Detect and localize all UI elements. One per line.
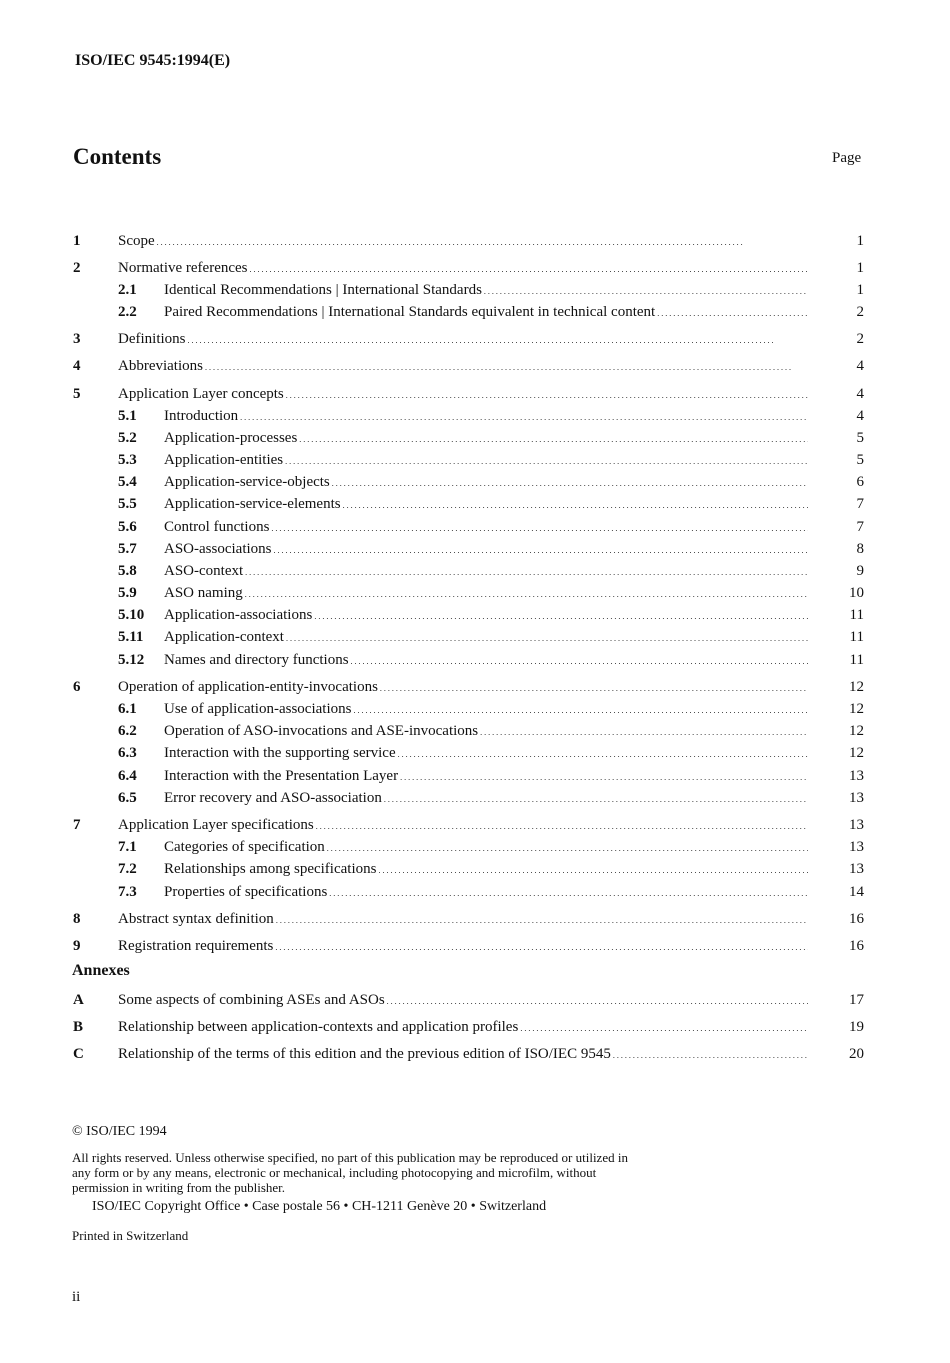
toc-entry-title: Some aspects of combining ASEs and ASOs . . . bbox=[118, 990, 808, 1012]
toc-entry-page: 17 bbox=[849, 992, 864, 1008]
toc-entry bbox=[0, 280, 950, 300]
toc-entry-page: 7 bbox=[856, 519, 864, 535]
toc-entry bbox=[0, 650, 950, 670]
contents-title: Contents bbox=[73, 144, 162, 169]
toc-entry-title: ASO naming . . . bbox=[164, 583, 808, 605]
toc-entry-page: 12 bbox=[849, 723, 864, 739]
toc-entry-number: 6.1 bbox=[118, 701, 137, 717]
toc-entry-page: 11 bbox=[849, 629, 864, 645]
toc-entry-number: 2.1 bbox=[118, 282, 137, 298]
toc-entry-page: 13 bbox=[849, 861, 864, 877]
toc-entry bbox=[0, 936, 950, 956]
toc-entry-number: C bbox=[73, 1046, 84, 1062]
toc-entry-page: 16 bbox=[849, 938, 864, 954]
toc-entry-title: Operation of ASO-invocations and ASE-invocations . . . bbox=[164, 721, 808, 743]
toc-entry-title: Identical Recommendations | International Standards . . . bbox=[164, 280, 808, 302]
toc-entry bbox=[0, 788, 950, 808]
toc-entry-title: Definitions . . . bbox=[118, 329, 808, 351]
toc-entry-title: Application-context . . . bbox=[164, 627, 808, 649]
toc-entry bbox=[0, 721, 950, 741]
toc-entry-page: 13 bbox=[849, 790, 864, 806]
page-column-label: Page bbox=[832, 150, 862, 166]
toc-entry bbox=[0, 428, 950, 448]
toc-entry-title: Use of application-associations . . . bbox=[164, 699, 808, 721]
toc-entry-title: Paired Recommendations | International Standards equivalent in technical content . . . bbox=[164, 302, 808, 324]
toc-entry-number: 7.1 bbox=[118, 839, 137, 855]
toc-entry-title: Properties of specifications . . . bbox=[164, 882, 808, 904]
toc-entry-page: 4 bbox=[856, 358, 864, 374]
page-folio: ii bbox=[72, 1289, 81, 1305]
toc-entry-number: 5.5 bbox=[118, 496, 137, 512]
toc-entry bbox=[0, 406, 950, 426]
toc-entry-number: 6.4 bbox=[118, 768, 137, 784]
toc-entry-title: Application-processes . . . bbox=[164, 428, 808, 450]
toc-entry-page: 12 bbox=[849, 701, 864, 717]
toc-entry-number: 6.2 bbox=[118, 723, 137, 739]
toc-entry bbox=[0, 837, 950, 857]
toc-entry-title: Operation of application-entity-invocations . . . bbox=[118, 677, 808, 699]
toc-entry-number: 5.4 bbox=[118, 474, 137, 490]
toc-entry-title: Application-entities . . . bbox=[164, 450, 808, 472]
toc-entry-page: 11 bbox=[849, 652, 864, 668]
toc-entry-page: 16 bbox=[849, 911, 864, 927]
toc-entry-title: Introduction . . . bbox=[164, 406, 808, 428]
toc-entry-title: ASO-associations . . . bbox=[164, 539, 808, 561]
toc-entry-page: 1 bbox=[856, 233, 864, 249]
toc-entry-number: 6.3 bbox=[118, 745, 137, 761]
toc-entry-number: 5.7 bbox=[118, 541, 137, 557]
toc-entry-title: Relationships among specifications . . . bbox=[164, 859, 808, 881]
toc-entry-title: Registration requirements . . . bbox=[118, 936, 808, 958]
toc-entry bbox=[0, 743, 950, 763]
toc-entry-page: 1 bbox=[856, 282, 864, 298]
toc-entry-number: 5.6 bbox=[118, 519, 137, 535]
toc-entry-number: 1 bbox=[73, 233, 81, 249]
toc-entry-page: 9 bbox=[856, 563, 864, 579]
toc-entry bbox=[0, 384, 950, 404]
toc-entry bbox=[0, 815, 950, 835]
toc-entry-page: 2 bbox=[856, 304, 864, 320]
toc-entry-number: B bbox=[73, 1019, 84, 1035]
toc-entry bbox=[0, 1017, 950, 1037]
toc-entry bbox=[0, 539, 950, 559]
toc-entry bbox=[0, 356, 950, 376]
toc-entry-title: Relationship between application-contexts and application profiles . . . bbox=[118, 1017, 808, 1039]
toc-entry bbox=[0, 627, 950, 647]
toc-entry-page: 6 bbox=[856, 474, 864, 490]
toc-entry-title: ASO-context . . . bbox=[164, 561, 808, 583]
toc-entry-page: 5 bbox=[856, 430, 864, 446]
toc-entry bbox=[0, 859, 950, 879]
toc-entry bbox=[0, 494, 950, 514]
toc-entry-number: 7.2 bbox=[118, 861, 137, 877]
toc-entry-number: 5.8 bbox=[118, 563, 137, 579]
toc-entry-title: Error recovery and ASO-association . . . bbox=[164, 788, 808, 810]
toc-entry bbox=[0, 302, 950, 322]
toc-entry bbox=[0, 231, 950, 251]
toc-entry-title: Categories of specification . . . bbox=[164, 837, 808, 859]
toc-entry-number: 5.10 bbox=[118, 607, 145, 623]
toc-entry-number: 5.1 bbox=[118, 408, 137, 424]
toc-entry-number: 5.2 bbox=[118, 430, 137, 446]
toc-entry-title: Application-associations . . . bbox=[164, 605, 808, 627]
toc-entry-page: 4 bbox=[856, 386, 864, 402]
toc-entry-title: Application Layer specifications . . . bbox=[118, 815, 808, 837]
toc-entry-page: 12 bbox=[849, 745, 864, 761]
toc-entry-title: Interaction with the Presentation Layer . . . bbox=[164, 766, 808, 788]
toc-entry-title: Normative references . . . bbox=[118, 258, 808, 280]
toc-entry bbox=[0, 882, 950, 902]
toc-entry-page: 14 bbox=[849, 884, 864, 900]
toc-entry bbox=[0, 909, 950, 929]
toc-entry-title: Names and directory functions . . . bbox=[164, 650, 808, 672]
toc-entry bbox=[0, 583, 950, 603]
document-id: ISO/IEC 9545:1994(E) bbox=[75, 52, 231, 69]
toc-entry-page: 13 bbox=[849, 817, 864, 833]
toc-entry bbox=[0, 561, 950, 581]
toc-entry bbox=[0, 677, 950, 697]
toc-entry bbox=[0, 605, 950, 625]
toc-entry-page: 5 bbox=[856, 452, 864, 468]
toc-entry-number: 8 bbox=[73, 911, 81, 927]
toc-entry-title: Scope . . . bbox=[118, 231, 808, 253]
toc-entry-number: 5.9 bbox=[118, 585, 137, 601]
toc-entry-number: 5.11 bbox=[118, 629, 144, 645]
toc-entry-number: 7.3 bbox=[118, 884, 137, 900]
toc-entry-number: 4 bbox=[73, 358, 81, 374]
toc-entry-number: 9 bbox=[73, 938, 81, 954]
toc-entry-title: Application Layer concepts . . . bbox=[118, 384, 808, 406]
toc-entry-number: 2.2 bbox=[118, 304, 137, 320]
toc-entry bbox=[0, 329, 950, 349]
toc-entry-number: 5.3 bbox=[118, 452, 137, 468]
toc-entry-number: A bbox=[73, 992, 84, 1008]
copyright-notice: © ISO/IEC 1994 bbox=[72, 1124, 167, 1139]
annexes-heading: Annexes bbox=[72, 962, 130, 979]
toc-entry-title: Abstract syntax definition . . . bbox=[118, 909, 808, 931]
toc-entry-page: 8 bbox=[856, 541, 864, 557]
toc-entry-number: 6 bbox=[73, 679, 81, 695]
toc-entry bbox=[0, 472, 950, 492]
toc-entry-title: Application-service-objects . . . bbox=[164, 472, 808, 494]
toc-entry-page: 13 bbox=[849, 768, 864, 784]
toc-entry-page: 12 bbox=[849, 679, 864, 695]
toc-entry-page: 1 bbox=[856, 260, 864, 276]
toc-entry-title: Relationship of the terms of this edition and the previous edition of ISO/IEC 9545 . . . bbox=[118, 1044, 808, 1066]
toc-entry-title: Abbreviations . . . bbox=[118, 356, 808, 378]
toc-entry-title: Control functions . . . bbox=[164, 517, 808, 539]
toc-entry-number: 2 bbox=[73, 260, 81, 276]
toc-entry-number: 3 bbox=[73, 331, 81, 347]
toc-entry bbox=[0, 990, 950, 1010]
toc-entry-page: 11 bbox=[849, 607, 864, 623]
toc-entry-number: 7 bbox=[73, 817, 81, 833]
toc-entry-page: 13 bbox=[849, 839, 864, 855]
toc-entry-page: 7 bbox=[856, 496, 864, 512]
toc-entry bbox=[0, 699, 950, 719]
toc-entry-title: Interaction with the supporting service . . . bbox=[164, 743, 808, 765]
toc-entry bbox=[0, 258, 950, 278]
toc-entry bbox=[0, 450, 950, 470]
toc-entry bbox=[0, 1044, 950, 1064]
toc-entry bbox=[0, 517, 950, 537]
toc-entry-page: 20 bbox=[849, 1046, 864, 1062]
toc-entry-number: 5 bbox=[73, 386, 81, 402]
toc-entry-page: 19 bbox=[849, 1019, 864, 1035]
toc-entry-title: Application-service-elements . . . bbox=[164, 494, 808, 516]
toc-entry-page: 2 bbox=[856, 331, 864, 347]
copyright-office-address: ISO/IEC Copyright Office • Case postale 56 • CH-1211 Genève 20 • Switzerland bbox=[92, 1199, 547, 1214]
toc-entry-page: 4 bbox=[856, 408, 864, 424]
toc-entry-page: 10 bbox=[849, 585, 864, 601]
rights-statement: All rights reserved. Unless otherwise specified, no part of this publication may be reproduced or utilized in any form or by any means, electronic or mechanical, including photocopying and microfilm, without permission in writing from the publisher. bbox=[72, 1150, 628, 1195]
toc-entry-number: 6.5 bbox=[118, 790, 137, 806]
printed-in: Printed in Switzerland bbox=[72, 1228, 189, 1243]
toc-entry-number: 5.12 bbox=[118, 652, 145, 668]
toc-entry bbox=[0, 766, 950, 786]
